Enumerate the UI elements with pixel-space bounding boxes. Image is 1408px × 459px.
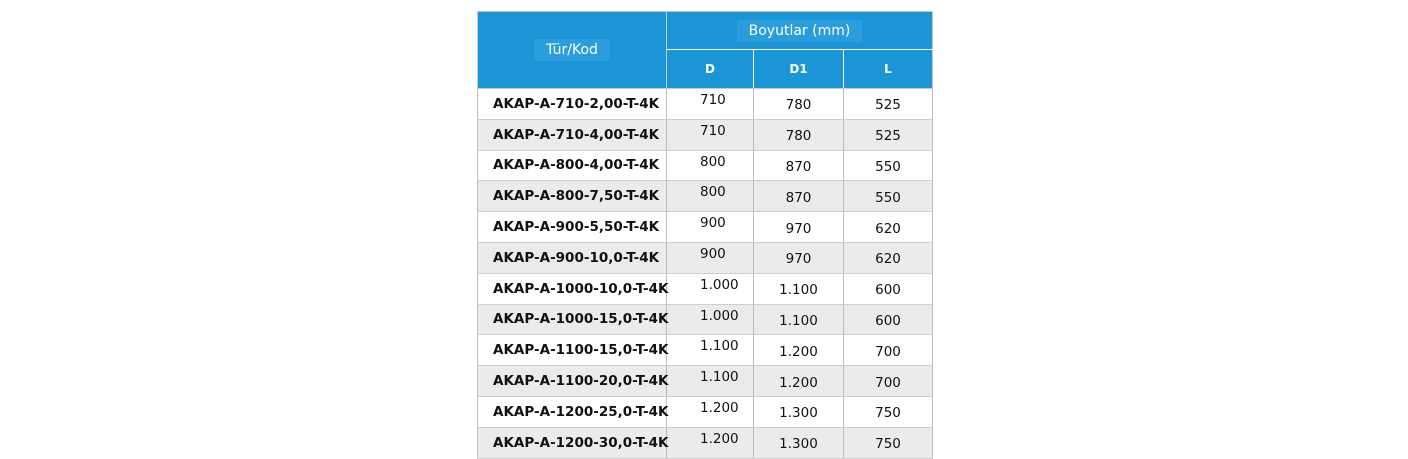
cell-d1: 1.300 (754, 427, 844, 458)
cell-l: 700 (844, 366, 933, 397)
table-row (478, 396, 933, 427)
cell-l: 550 (844, 181, 933, 212)
header-col-d1: D1 (754, 50, 844, 89)
cell-l: 620 (844, 242, 933, 273)
cell-d1: 1.300 (754, 396, 844, 427)
dimensions-table-container (477, 11, 932, 459)
cell-d: 1.100 (667, 335, 754, 366)
cell-d: 1.100 (667, 366, 754, 397)
cell-d1: 1.100 (754, 273, 844, 304)
cell-d: 1.000 (667, 304, 754, 335)
cell-d: 710 (667, 119, 754, 150)
cell-d1: 1.200 (754, 366, 844, 397)
cell-type-code: AKAP-A-710-2,00-T-4K (478, 89, 667, 120)
cell-d1: 780 (754, 89, 844, 120)
cell-type-code: AKAP-A-900-10,0-T-4K (478, 242, 667, 273)
cell-d: 1.200 (667, 396, 754, 427)
table-row (478, 242, 933, 273)
cell-l: 750 (844, 396, 933, 427)
table-row (478, 366, 933, 397)
cell-type-code: AKAP-A-800-4,00-T-4K (478, 150, 667, 181)
cell-d: 1.000 (667, 273, 754, 304)
table-row (478, 212, 933, 243)
table-row (478, 119, 933, 150)
header-dimensions-group (667, 12, 933, 50)
header-col-d: D (667, 50, 754, 89)
table-row (478, 304, 933, 335)
table-row (478, 427, 933, 458)
cell-l: 600 (844, 304, 933, 335)
cell-d: 800 (667, 181, 754, 212)
cell-d1: 870 (754, 181, 844, 212)
table-row (478, 273, 933, 304)
cell-l: 525 (844, 89, 933, 120)
cell-d: 710 (667, 89, 754, 120)
cell-d: 800 (667, 150, 754, 181)
cell-d1: 1.200 (754, 335, 844, 366)
cell-type-code: AKAP-A-1200-25,0-T-4K (478, 396, 667, 427)
header-dimensions-label: Boyutlar (mm) (737, 20, 863, 42)
cell-l: 525 (844, 119, 933, 150)
dimensions-table (477, 11, 933, 459)
table-header (478, 12, 933, 89)
table-row (478, 89, 933, 120)
cell-d: 900 (667, 212, 754, 243)
cell-d: 900 (667, 242, 754, 273)
cell-d1: 780 (754, 119, 844, 150)
table-body (478, 89, 933, 459)
cell-type-code: AKAP-A-800-7,50-T-4K (478, 181, 667, 212)
cell-l: 750 (844, 427, 933, 458)
cell-d1: 1.100 (754, 304, 844, 335)
header-col-l: L (844, 50, 933, 89)
cell-type-code: AKAP-A-710-4,00-T-4K (478, 119, 667, 150)
cell-type-code: AKAP-A-1100-20,0-T-4K (478, 366, 667, 397)
cell-l: 600 (844, 273, 933, 304)
cell-d1: 970 (754, 212, 844, 243)
cell-l: 700 (844, 335, 933, 366)
header-type-code-label: Tür/Kod (534, 39, 610, 61)
cell-type-code: AKAP-A-1100-15,0-T-4K (478, 335, 667, 366)
cell-type-code: AKAP-A-1200-30,0-T-4K (478, 427, 667, 458)
cell-l: 550 (844, 150, 933, 181)
header-row-top (478, 12, 933, 50)
table-row (478, 150, 933, 181)
table-row (478, 335, 933, 366)
cell-type-code: AKAP-A-900-5,50-T-4K (478, 212, 667, 243)
cell-d1: 970 (754, 242, 844, 273)
cell-type-code: AKAP-A-1000-10,0-T-4K (478, 273, 667, 304)
cell-l: 620 (844, 212, 933, 243)
cell-d1: 870 (754, 150, 844, 181)
table-row (478, 181, 933, 212)
cell-d: 1.200 (667, 427, 754, 458)
header-type-code (478, 12, 667, 89)
cell-type-code: AKAP-A-1000-15,0-T-4K (478, 304, 667, 335)
